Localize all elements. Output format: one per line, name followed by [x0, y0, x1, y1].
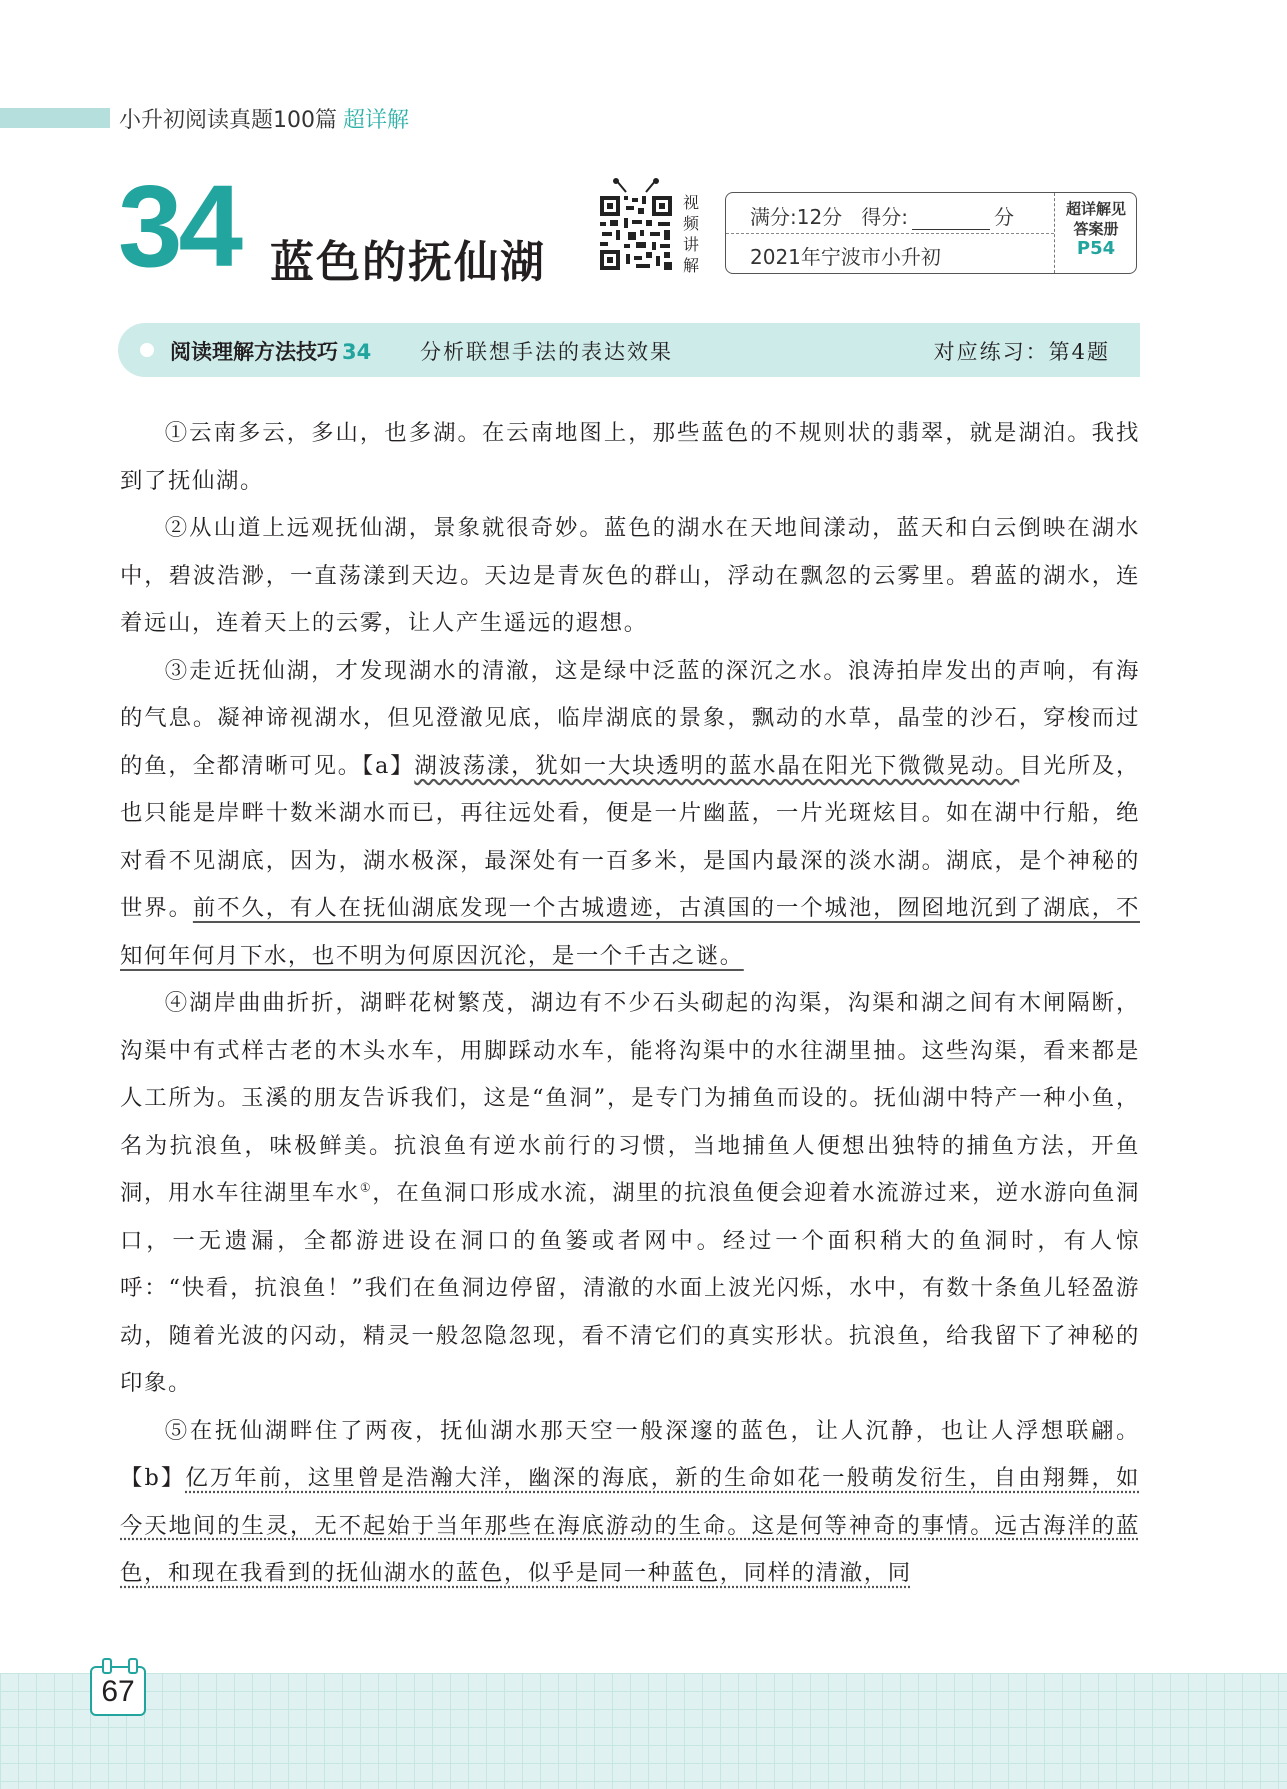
page-number — [90, 1666, 146, 1716]
page-number-text: 67 — [101, 1675, 135, 1708]
score-box — [725, 192, 1137, 274]
answer-page: P54 — [1076, 238, 1116, 259]
paragraph-3-text-c: 目光所及，也只能是岸畔十数米湖水而已，再往远处看，便是一片幽蓝，一片光斑炫目。如在湖中行船，绝对看不见湖底，因为，湖水极深，最深处有一百多米，是国内最深的淡水湖。湖底，是个神秘的世界。 — [120, 752, 1141, 921]
marked-sentence-a: 湖波荡漾，犹如一大块透明的蓝水晶在阳光下微微晃动。 — [414, 752, 1020, 779]
answer-label-2: 答案册 — [1073, 220, 1119, 238]
marked-sentence-b: 亿万年前，这里曾是浩瀚大洋，幽深的海底，新的生命如花一般萌发衍生，自由翔舞，如今天地间的生灵，无不起始于当年那些在海底游动的生命。这是何等神奇的事情。远古海洋的蓝色，和现在我看到的抚仙湖水的蓝色，似乎是同一种蓝色，同样的清澈，同 — [120, 1465, 1140, 1586]
paragraph-4 — [120, 980, 1140, 1408]
series-header — [119, 103, 409, 134]
exam-source: 2021年宁波市小升初 — [750, 245, 941, 269]
full-score: 满分:12分 — [750, 205, 843, 229]
paragraph-3 — [120, 648, 1140, 981]
article-body — [120, 410, 1140, 1598]
method-number: 34 — [342, 340, 372, 364]
footer-grid-band — [0, 1673, 1287, 1789]
paragraph-4-text-b: ，在鱼洞口形成水流，湖里的抗浪鱼便会迎着水流游过来，逆水游向鱼洞口，一无遗漏，全都游进设在洞口的鱼篓或者网中。经过一个面积稍大的鱼洞时，有人惊呼：“快看，抗浪鱼！”我们在鱼洞边停留，清澈的水面上波光闪烁，水中，有数十条鱼儿轻盈游动，随着光波的闪动，精灵一般忽隐忽现，看不清它们的真实形状。抗浪鱼，给我留下了神秘的印象。 — [120, 1180, 1141, 1396]
series-accent: 超详解 — [343, 108, 410, 133]
lesson-number: 34 — [118, 161, 240, 291]
method-bar — [118, 323, 1140, 377]
answer-label-1: 超详解见 — [1065, 200, 1126, 218]
qr-video-label: 视频讲解 — [682, 193, 699, 275]
qr-code-icon[interactable] — [596, 178, 676, 274]
score-line — [750, 201, 1014, 230]
method-practice: 对应练习：第4题 — [933, 340, 1110, 364]
score-label: 得分: — [861, 205, 909, 229]
paragraph-1: ①云南多云，多山，也多湖。在云南地图上，那些蓝色的不规则状的翡翠，就是湖泊。我找到了抚仙湖。 — [120, 420, 1140, 494]
answer-reference — [1056, 193, 1136, 259]
paragraph-4-text-a: ④湖岸曲曲折折，湖畔花树繁茂，湖边有不少石头砌起的沟渠，沟渠和湖之间有木闸隔断，沟渠中有式样古老的木头水车，用脚踩动水车，能将沟渠中的水往湖里抽。这些沟渠，看来都是人工所为。玉溪的朋友告诉我们，这是“鱼洞”，是专门为捕鱼而设的。抚仙湖中特产一种小鱼，名为抗浪鱼，味极鲜美。抗浪鱼有逆水前行的习惯，当地捕鱼人便想出独特的捕鱼方法，开鱼洞，用水车往湖里车水 — [120, 990, 1140, 1206]
header-band — [0, 108, 110, 128]
method-text: 分析联想手法的表达效果 — [420, 340, 673, 364]
lesson-title: 蓝色的抚仙湖 — [270, 237, 546, 288]
paragraph-5 — [120, 1408, 1140, 1598]
footnote-marker: ① — [359, 1180, 373, 1195]
paragraph-2: ②从山道上远观抚仙湖，景象就很奇妙。蓝色的湖水在天地间漾动，蓝天和白云倒映在湖水中，碧波浩渺，一直荡漾到天边。天边是青灰色的群山，浮动在飘忽的云雾里。碧蓝的湖水，连着远山，连着天上的云雾，让人产生遥远的遐想。 — [120, 515, 1140, 636]
method-title — [170, 336, 371, 366]
score-box-hline — [726, 233, 1054, 234]
score-blank[interactable] — [912, 211, 990, 230]
calendar-ring-icon — [128, 1658, 138, 1674]
paragraph-3-text-a: ③走近抚仙湖，才发现湖水的清澈，这是绿中泛蓝的深沉之水。浪涛拍岸发出的声响，有海的气息。凝神谛视湖水，但见澄澈见底，临岸湖底的景象，飘动的水草，晶莹的沙石，穿梭而过的鱼，全都清晰可见。【a】 — [120, 657, 1140, 779]
paragraph-5-text-a: ⑤在抚仙湖畔住了两夜，抚仙湖水那天空一般深邃的蓝色，让人沉静，也让人浮想联翩。【b】 — [120, 1417, 1140, 1491]
series-title: 小升初阅读真题100篇 — [119, 108, 337, 133]
method-title-text: 阅读理解方法技巧 — [170, 340, 338, 364]
score-unit: 分 — [994, 205, 1015, 229]
score-box-divider — [1054, 193, 1055, 273]
underlined-sentence: 前不久，有人在抚仙湖底发现一个古城遗迹，古滇国的一个城池，囫囵地沉到了湖底，不知何年何月下水，也不明为何原因沉沦，是一个千古之谜。 — [120, 895, 1140, 969]
calendar-ring-icon — [102, 1658, 112, 1674]
bullet-dot-icon — [140, 343, 154, 357]
